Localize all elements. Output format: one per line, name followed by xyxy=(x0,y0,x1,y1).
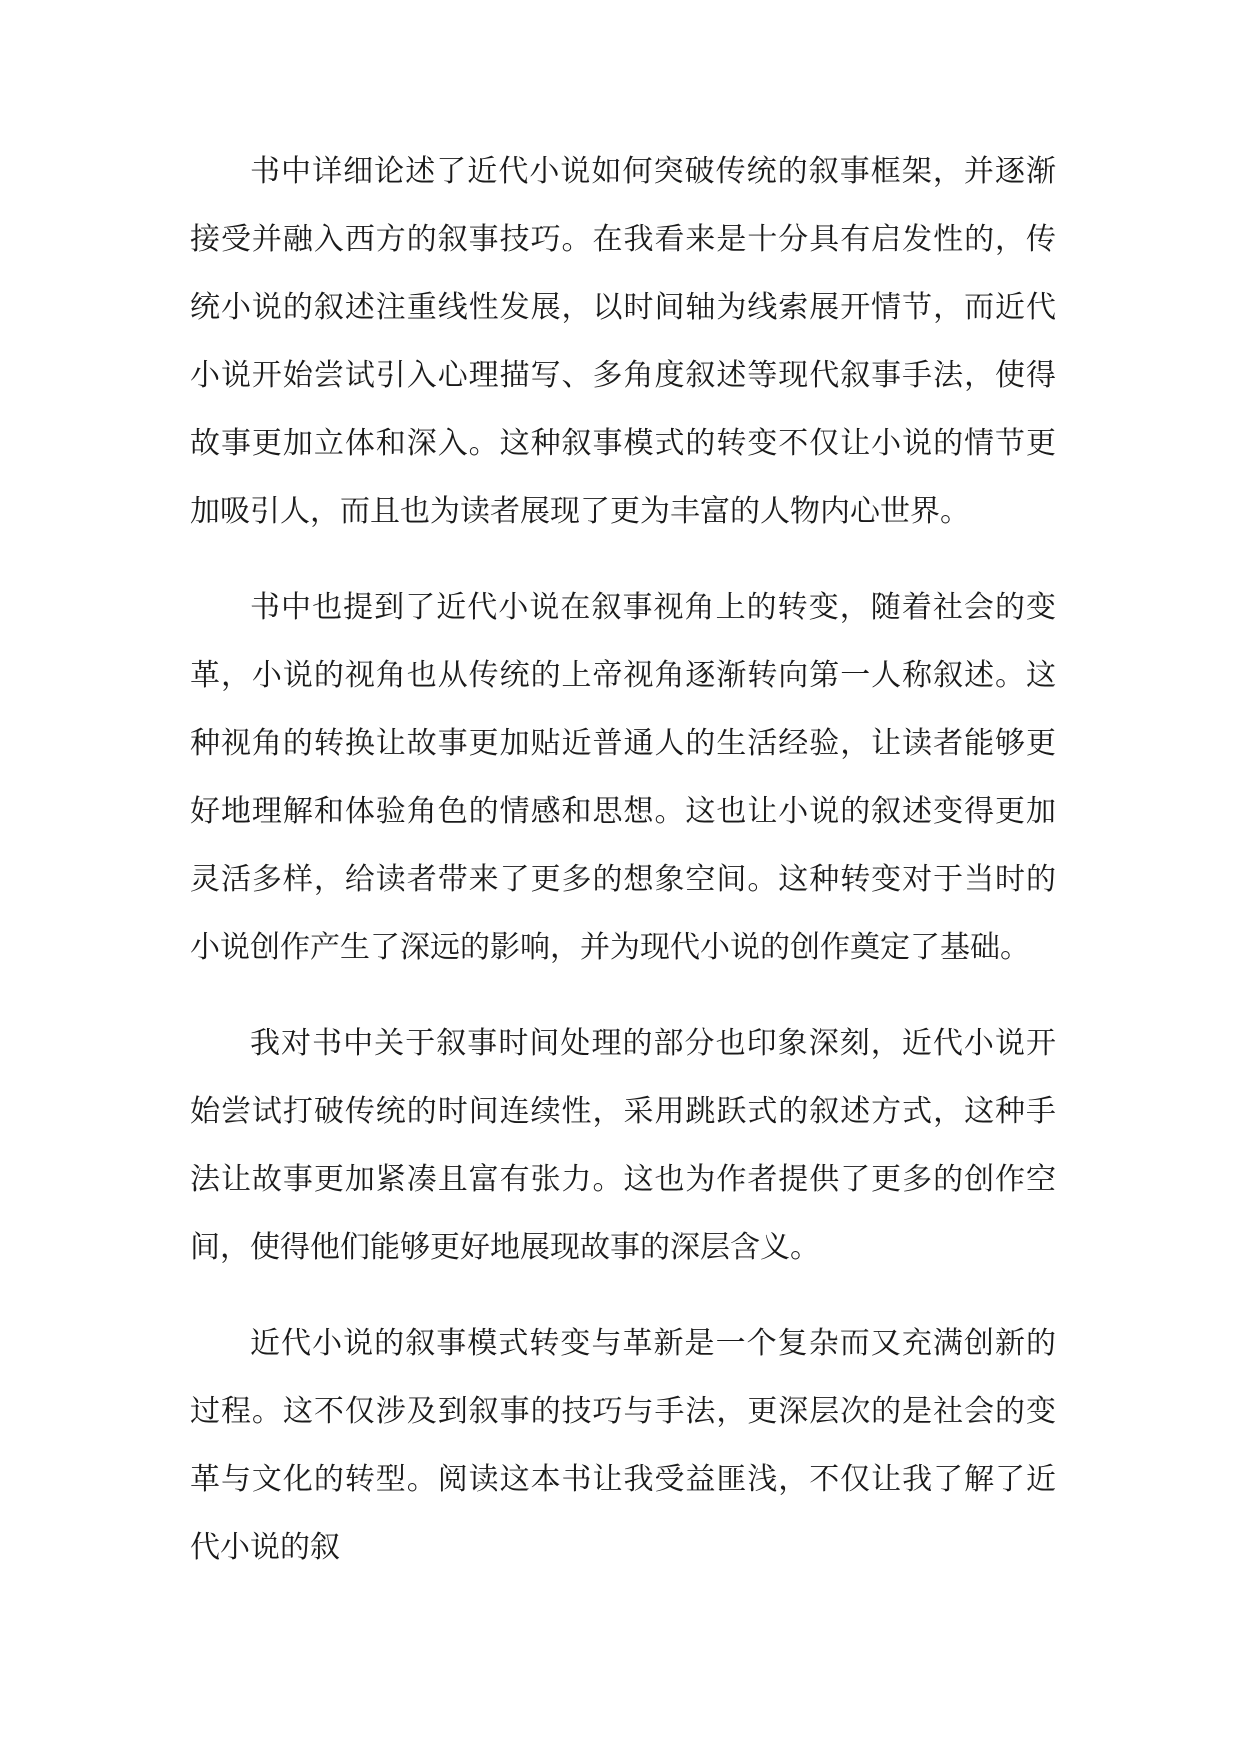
paragraph-conclusion: 近代小说的叙事模式转变与革新是一个复杂而又充满创新的过程。这不仅涉及到叙事的技巧与手法，更深层次的是社会的变革与文化的转型。阅读这本书让我受益匪浅，不仅让我了解了近代小说的叙 xyxy=(190,1326,1056,1565)
paragraph-narrative-framework: 书中详细论述了近代小说如何突破传统的叙事框架，并逐渐接受并融入西方的叙事技巧。在我看来是十分具有启发性的，传统小说的叙述注重线性发展，以时间轴为线索展开情节，而近代小说开始尝试引入心理描写、多角度叙述等现代叙事手法，使得故事更加立体和深入。这种叙事模式的转变不仅让小说的情节更加吸引人，而且也为读者展现了更为丰富的人物内心世界。 xyxy=(190,154,1056,529)
document-body xyxy=(190,138,1056,1610)
paragraph-narrative-perspective: 书中也提到了近代小说在叙事视角上的转变，随着社会的变革，小说的视角也从传统的上帝视角逐渐转向第一人称叙述。这种视角的转换让故事更加贴近普通人的生活经验，让读者能够更好地理解和体验角色的情感和思想。这也让小说的叙述变得更加灵活多样，给读者带来了更多的想象空间。这种转变对于当时的小说创作产生了深远的影响，并为现代小说的创作奠定了基础。 xyxy=(190,590,1056,965)
paragraph-narrative-time: 我对书中关于叙事时间处理的部分也印象深刻，近代小说开始尝试打破传统的时间连续性，采用跳跃式的叙述方式，这种手法让故事更加紧凑且富有张力。这也为作者提供了更多的创作空间，使得他们能够更好地展现故事的深层含义。 xyxy=(190,1026,1056,1265)
